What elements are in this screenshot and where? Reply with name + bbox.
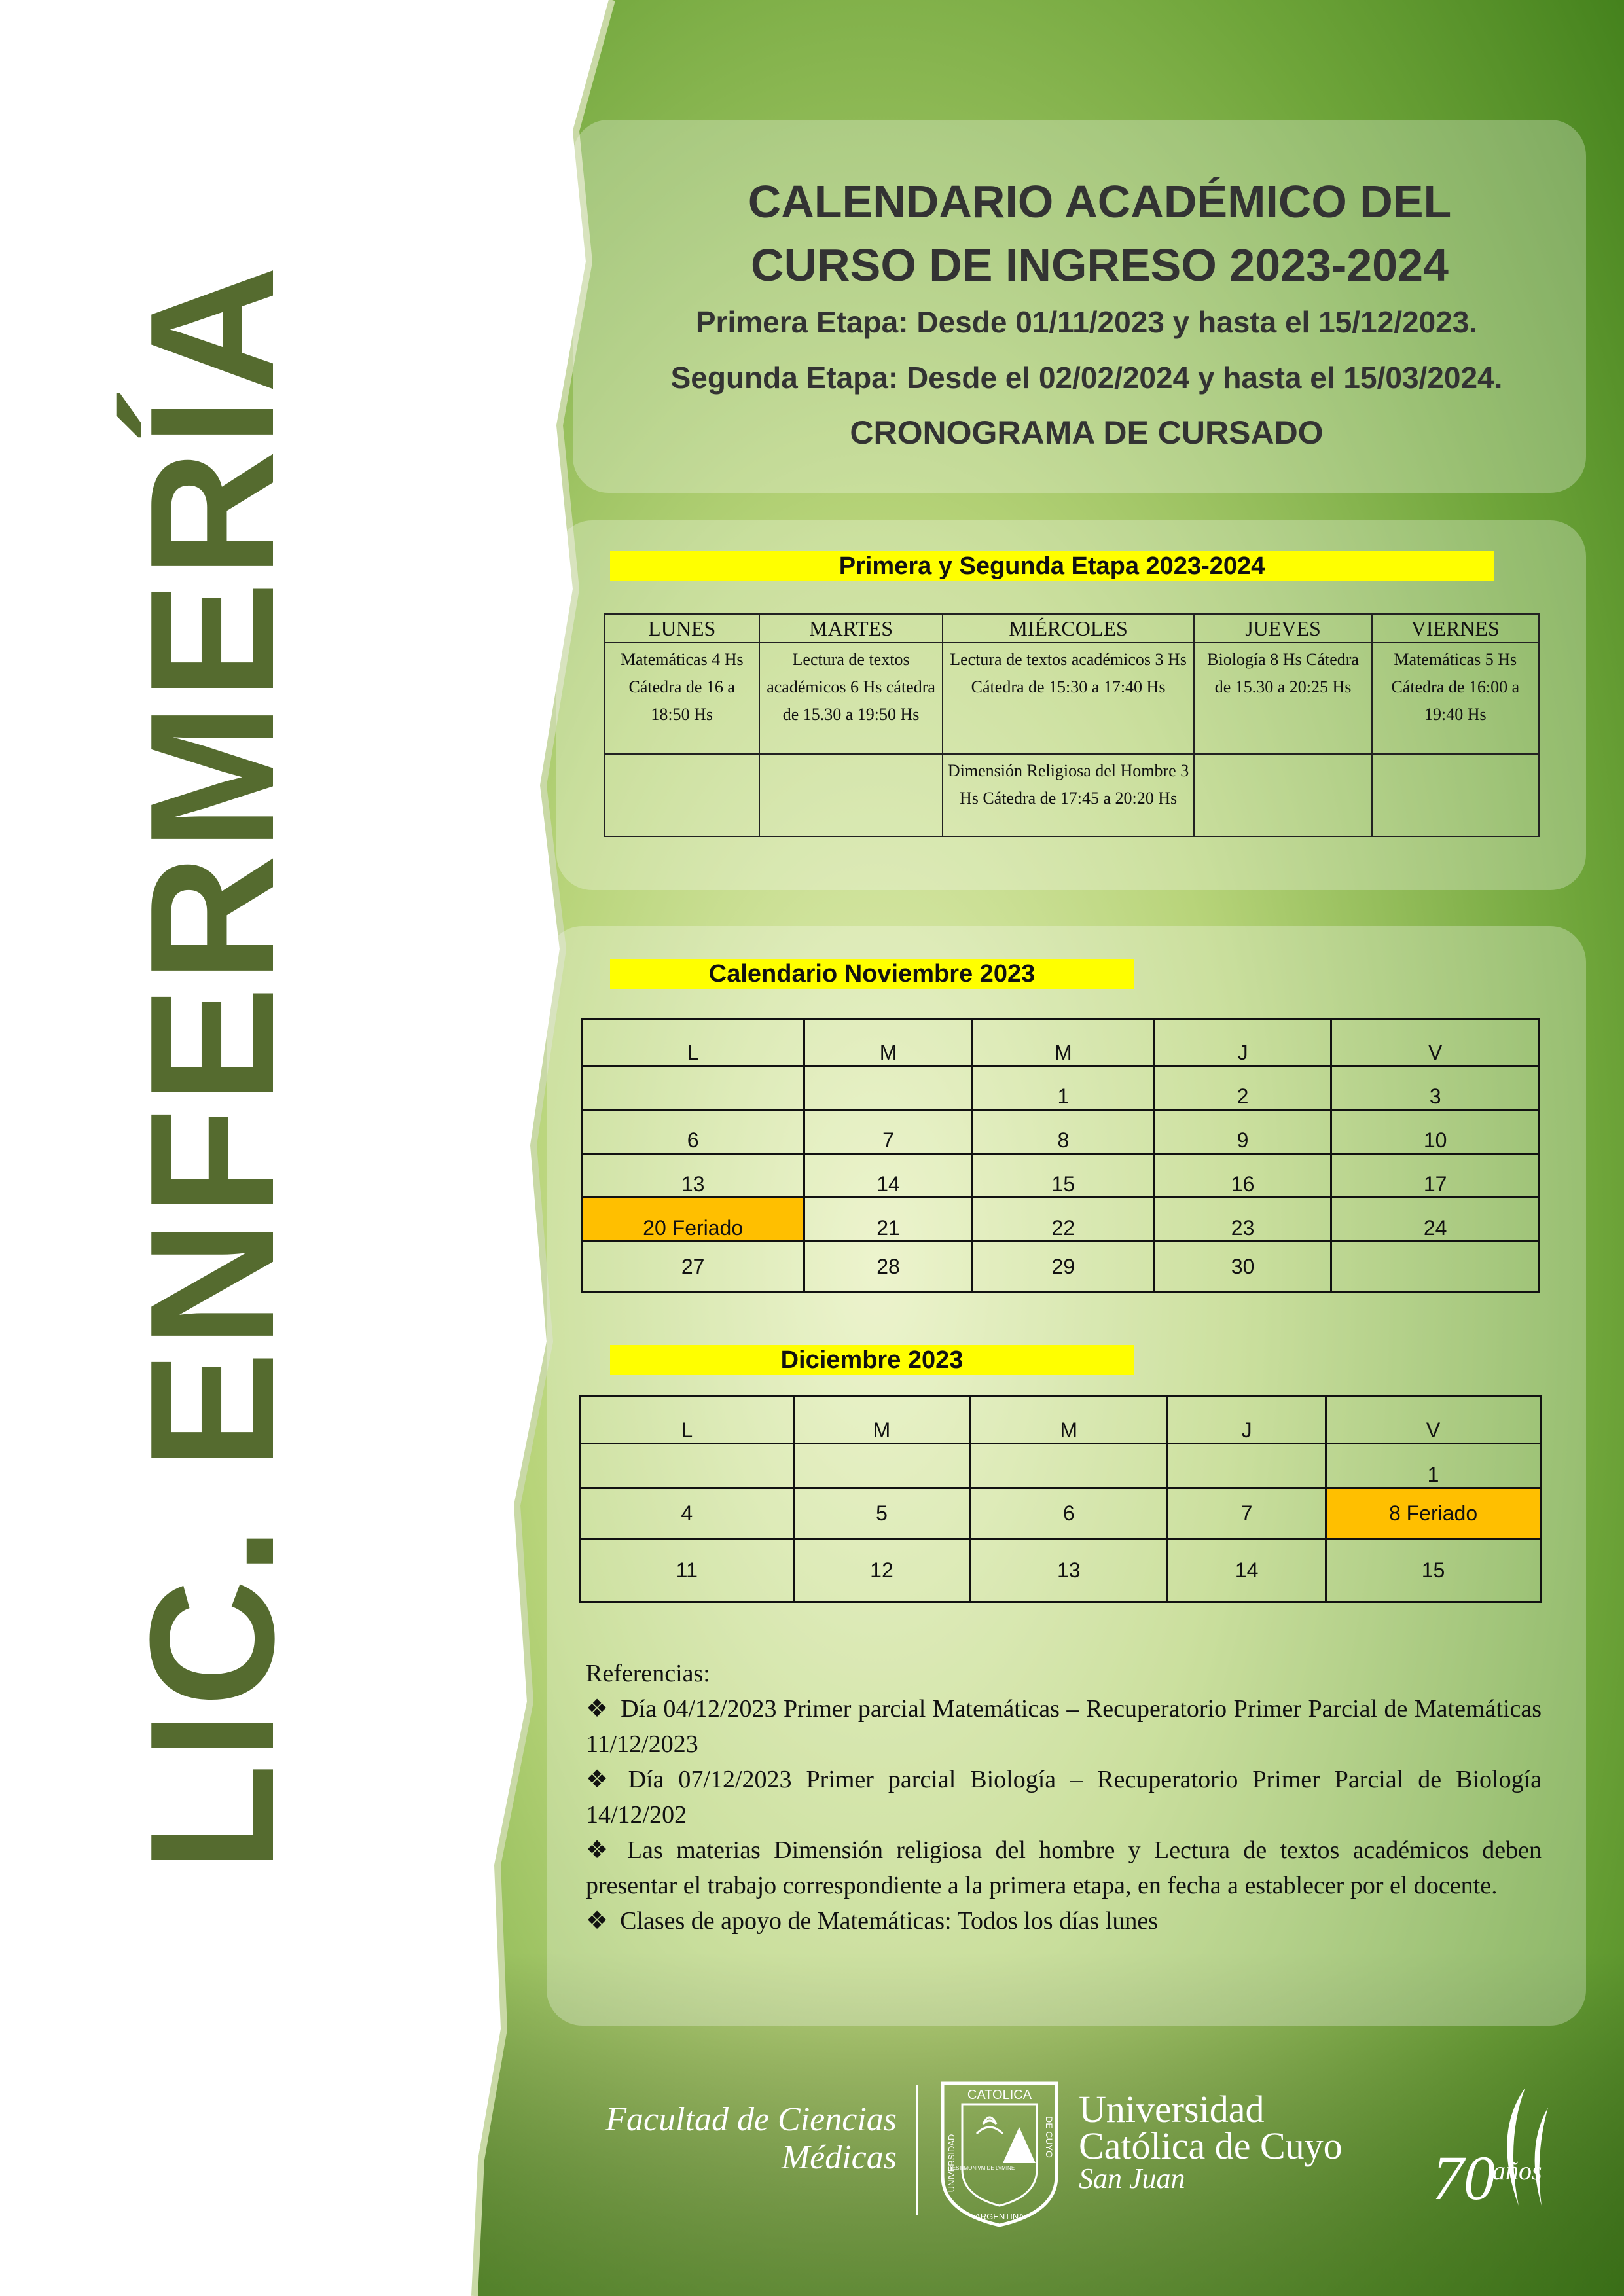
calendar-week-row	[581, 1488, 1541, 1539]
day-cell: 17	[1331, 1154, 1540, 1198]
svg-text:ARGENTINA: ARGENTINA	[975, 2212, 1024, 2221]
reference-item: ❖ Día 04/12/2023 Primer parcial Matemáticas – Recuperatorio Primer Parcial de Matemáticas 11/12/2023	[586, 1695, 1542, 1758]
schedule-cell: Matemáticas 5 Hs Cátedra de 16:00 a 19:40 Hs	[1372, 643, 1539, 754]
weekday-header: J	[1154, 1019, 1331, 1066]
schedule-cell: Dimensión Religiosa del Hombre 3 Hs Cátedra de 17:45 a 20:20 Hs	[943, 754, 1195, 836]
day-cell: 1	[972, 1066, 1154, 1110]
day-cell	[1331, 1242, 1540, 1293]
reference-item: ❖ Las materias Dimensión religiosa del hombre y Lectura de textos académicos deben presentar el trabajo correspondiente a la primera etapa, en fecha a establecer por el docente.	[586, 1837, 1542, 1899]
day-cell: 7	[1168, 1488, 1326, 1539]
day-cell: 16	[1154, 1154, 1331, 1198]
day-cell: 22	[972, 1198, 1154, 1242]
weekday-header: M	[970, 1397, 1168, 1444]
svg-text:CATOLICA: CATOLICA	[967, 2088, 1032, 2102]
day-cell: 13	[970, 1539, 1168, 1602]
day-cell: 6	[970, 1488, 1168, 1539]
schedule-cell: Lectura de textos académicos 6 Hs cátedra de 15.30 a 19:50 Hs	[759, 643, 942, 754]
weekday-header: M	[793, 1397, 970, 1444]
schedule-cell	[759, 754, 942, 836]
schedule-day: MARTES	[759, 614, 942, 643]
diamond-bullet-icon: ❖	[586, 1907, 609, 1935]
schedule-day: VIERNES	[1372, 614, 1539, 643]
day-cell	[581, 1444, 794, 1488]
day-cell: 24	[1331, 1198, 1540, 1242]
diamond-bullet-icon: ❖	[586, 1695, 609, 1723]
day-cell	[970, 1444, 1168, 1488]
day-cell: 29	[972, 1242, 1154, 1293]
footer-divider	[916, 2085, 918, 2215]
day-cell: 10	[1331, 1110, 1540, 1154]
weekday-header: V	[1326, 1397, 1541, 1444]
anniversary-70-logo-icon	[1427, 2081, 1571, 2212]
reference-item: ❖ Día 07/12/2023 Primer parcial Biología – Recuperatorio Primer Parcial de Biología 14/12/202	[586, 1766, 1542, 1829]
schedule-row	[604, 754, 1539, 836]
calendar-header-row	[581, 1397, 1541, 1444]
schedule-header-row	[604, 614, 1539, 643]
day-cell: 3	[1331, 1066, 1540, 1110]
day-cell: 28	[804, 1242, 972, 1293]
calendar-week-row	[582, 1198, 1540, 1242]
schedule-cell	[604, 754, 759, 836]
calendar-week-row	[582, 1110, 1540, 1154]
references-title: Referencias:	[586, 1660, 710, 1687]
stage2-text: Segunda Etapa: Desde el 02/02/2024 y hasta el 15/03/2024.	[670, 361, 1503, 395]
day-cell: 27	[582, 1242, 804, 1293]
november-label: Calendario Noviembre 2023	[610, 959, 1134, 989]
svg-text:70: 70	[1432, 2143, 1495, 2212]
schedule-day: MIÉRCOLES	[943, 614, 1195, 643]
svg-text:TESTIMONIVM DE LVMINE: TESTIMONIVM DE LVMINE	[948, 2165, 1015, 2171]
day-cell: 1	[1326, 1444, 1541, 1488]
schedule-cell	[1194, 754, 1371, 836]
calendar-week-row	[582, 1154, 1540, 1198]
weekday-header: J	[1168, 1397, 1326, 1444]
day-cell: 6	[582, 1110, 804, 1154]
schedule-label: Primera y Segunda Etapa 2023-2024	[610, 551, 1494, 581]
day-cell	[1168, 1444, 1326, 1488]
day-cell: 21	[804, 1198, 972, 1242]
holiday-cell: 20 Feriado	[582, 1198, 804, 1242]
page-title-line2: CURSO DE INGRESO 2023-2024	[751, 240, 1449, 291]
day-cell: 14	[804, 1154, 972, 1198]
calendar-week-row	[581, 1444, 1541, 1488]
svg-text:UNIVERSIDAD: UNIVERSIDAD	[947, 2134, 956, 2193]
weekday-header: L	[581, 1397, 794, 1444]
day-cell	[793, 1444, 970, 1488]
stage1-text: Primera Etapa: Desde 01/11/2023 y hasta el 15/12/2023.	[695, 305, 1478, 339]
day-cell: 7	[804, 1110, 972, 1154]
faculty-name: Facultad de Ciencias Médicas	[605, 2101, 897, 2176]
day-cell: 12	[793, 1539, 970, 1602]
weekday-header: M	[804, 1019, 972, 1066]
weekly-schedule-table	[604, 613, 1540, 837]
day-cell: 4	[581, 1488, 794, 1539]
references-section	[586, 1656, 1542, 1939]
november-calendar	[581, 1018, 1540, 1293]
university-name: Universidad Católica de Cuyo San Juan	[1079, 2088, 1343, 2195]
day-cell: 14	[1168, 1539, 1326, 1602]
svg-text:DE CUYO: DE CUYO	[1044, 2116, 1055, 2158]
schedule-row	[604, 643, 1539, 754]
calendar-header-row	[582, 1019, 1540, 1066]
day-cell: 11	[581, 1539, 794, 1602]
december-label: Diciembre 2023	[610, 1345, 1134, 1375]
weekday-header: L	[582, 1019, 804, 1066]
side-title: LIC. ENFERMERÍA	[114, 261, 311, 1872]
day-cell	[582, 1066, 804, 1110]
day-cell: 2	[1154, 1066, 1331, 1110]
day-cell: 30	[1154, 1242, 1331, 1293]
weekday-header: M	[972, 1019, 1154, 1066]
calendar-week-row	[582, 1066, 1540, 1110]
day-cell	[804, 1066, 972, 1110]
diamond-bullet-icon: ❖	[586, 1837, 615, 1864]
university-seal-icon	[937, 2078, 1062, 2229]
diamond-bullet-icon: ❖	[586, 1766, 617, 1793]
calendar-week-row	[582, 1242, 1540, 1293]
day-cell: 13	[582, 1154, 804, 1198]
schedule-cell	[1372, 754, 1539, 836]
weekday-header: V	[1331, 1019, 1540, 1066]
holiday-cell: 8 Feriado	[1326, 1488, 1541, 1539]
day-cell: 23	[1154, 1198, 1331, 1242]
schedule-subtitle: CRONOGRAMA DE CURSADO	[850, 414, 1324, 451]
schedule-cell: Matemáticas 4 Hs Cátedra de 16 a 18:50 Hs	[604, 643, 759, 754]
svg-text:años: años	[1492, 2156, 1542, 2185]
schedule-day: JUEVES	[1194, 614, 1371, 643]
day-cell: 5	[793, 1488, 970, 1539]
december-calendar	[579, 1395, 1542, 1603]
schedule-cell: Biología 8 Hs Cátedra de 15.30 a 20:25 Hs	[1194, 643, 1371, 754]
calendar-week-row	[581, 1539, 1541, 1602]
schedule-cell: Lectura de textos académicos 3 Hs Cátedra de 15:30 a 17:40 Hs	[943, 643, 1195, 754]
page-title-line1: CALENDARIO ACADÉMICO DEL	[748, 176, 1452, 227]
schedule-day: LUNES	[604, 614, 759, 643]
reference-item: ❖ Clases de apoyo de Matemáticas: Todos los días lunes	[586, 1907, 1159, 1935]
day-cell: 8	[972, 1110, 1154, 1154]
day-cell: 15	[1326, 1539, 1541, 1602]
day-cell: 15	[972, 1154, 1154, 1198]
day-cell: 9	[1154, 1110, 1331, 1154]
